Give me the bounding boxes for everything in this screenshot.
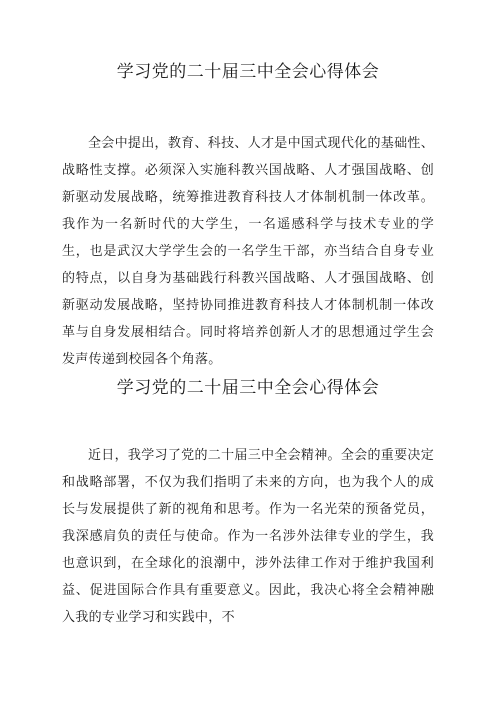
section-paragraph: 全会中提出，教育、科技、人才是中国式现代化的基础性、战略性支撑。必须深入实施科教兴国战略、人才强国战略、创新驱动发展战略，统筹推进教育科技人才体制机制一体改革。我作为一名新时代的大学生，一名遥感科学与技术专业的学生，也是武汉大学学生会的一名学生干部，亦当结合自身专业的特点，以自身为基础践行科教兴国战略、人才强国战略、创新驱动发展战略，坚持协同推进教育科技人才体制机制一体改革与自身发展相结合。同时将培养创新人才的思想通过学生会发声传递到校园各个角落。 — [62, 136, 434, 367]
section-title: 学习党的二十届三中全会心得体会 — [116, 378, 380, 398]
essay-section-1 — [62, 58, 434, 373]
section-paragraph: 近日，我学习了党的二十届三中全会精神。全会的重要决定和战略部署，不仅为我们指明了未来的方向，也为我个人的成长与发展提供了新的视角和思考。作为一名光荣的预备党员，我深感肩负的责任与使命。作为一名涉外法律专业的学生，我也意识到，在全球化的浪潮中，涉外法律工作对于维护我国利益、促进国际合作具有重要意义。因此，我决心将全会精神融入我的专业学习和实践中，不 — [62, 448, 434, 625]
essay-section-2 — [62, 374, 434, 631]
section-title: 学习党的二十届三中全会心得体会 — [116, 62, 380, 82]
